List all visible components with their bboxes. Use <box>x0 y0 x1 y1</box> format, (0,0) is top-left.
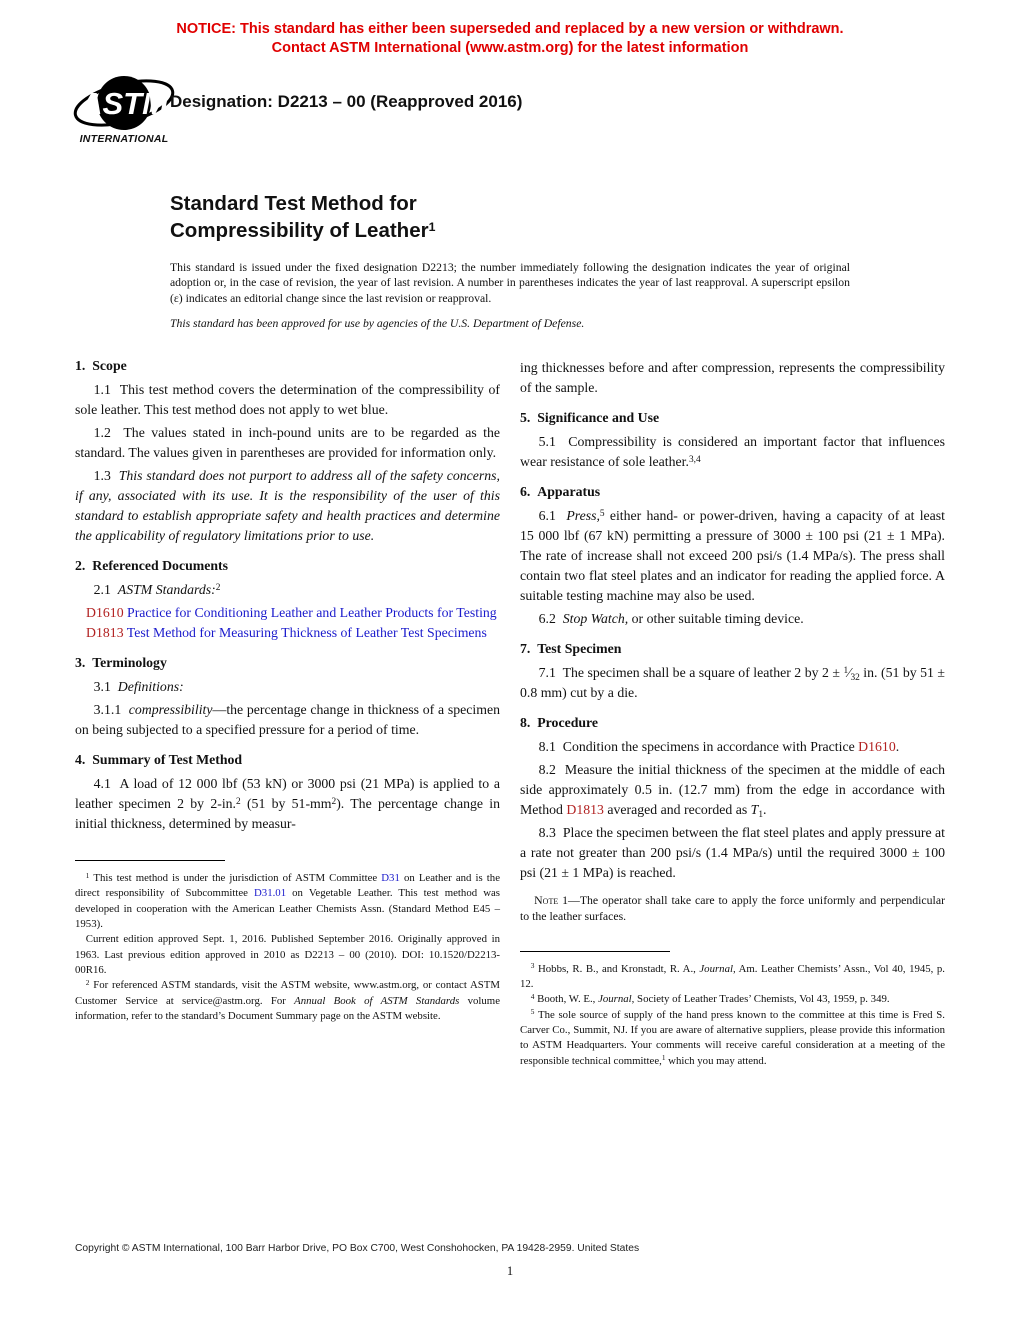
section-heading-significance: 5. Significance and Use <box>520 410 660 426</box>
text-segment: Hobbs, R. B., and Kronstadt, R. A., <box>534 962 700 975</box>
section-heading-referenced-documents: 2. Referenced Documents <box>75 558 229 574</box>
text-segment: 8.1 Condition the specimens in accordance with Practice <box>538 739 859 755</box>
page-number: 1 <box>506 1264 514 1278</box>
text-segment: 2.1 <box>93 582 118 598</box>
footnote-1 <box>75 871 500 932</box>
text-segment: which you may attend. <box>665 1054 767 1067</box>
paragraph-6-1 <box>520 506 945 606</box>
paragraph-4-1 <box>75 774 500 834</box>
svg-text:ASTM: ASTM <box>80 85 168 121</box>
text-segment: compressibility <box>128 702 213 718</box>
text-segment: ing thicknesses before and after compression, represents the compressibility of the sample. <box>520 360 945 396</box>
footnote-separator <box>75 860 225 861</box>
paragraph-1-3 <box>75 466 500 546</box>
copyright-line: Copyright © ASTM International, 100 Barr Harbor Drive, PO Box C700, West Conshohocken, PA 19428-2959. United States <box>75 1243 640 1254</box>
text-segment: 1 <box>758 809 764 820</box>
text-segment: Stop Watch, <box>562 611 629 627</box>
paragraph-5-1 <box>520 432 945 472</box>
section-heading-summary: 4. Summary of Test Method <box>75 752 243 768</box>
text-segment: 7.1 The specimen shall be a square of leather 2 by 2 ± <box>538 665 844 681</box>
notice-line-2: Contact ASTM International (www.astm.org) for the latest information <box>271 39 749 56</box>
text-segment: ⁄ <box>848 665 851 681</box>
text-segment: on Vegetable Leather. This test method was developed in cooperation with the American Leather Chemists Assn. (Standard Method E45 – 1953). <box>75 887 500 931</box>
link-Practice for Conditioning Leather and Leather Products for Testing[interactable]: Practice for Conditioning Leather and Leather Products for Testing <box>123 605 497 621</box>
text-segment: The sole source of supply of the hand press known to the committee at this time is Fred S. Carver Co., Summit, NJ. If you are aware of alternative suppliers, please provide this information to ASTM Headquarters. Your comments will receive careful consideration at a meeting of the responsible technical committee, <box>520 1008 945 1067</box>
text-segment: 6.2 <box>538 611 563 627</box>
footnote-2 <box>75 978 500 1024</box>
text-segment: 3.1 <box>93 679 118 695</box>
paragraph-1-1 <box>75 380 500 420</box>
section-heading-terminology: 3. Terminology <box>75 655 167 671</box>
text-segment: 5 <box>530 1007 535 1017</box>
page-body <box>0 74 1020 1069</box>
text-segment: 8.3 Place the specimen between the flat steel plates and apply pressure at a rate not greater than 200 psi/s (1.4 MPa/s) until the required 3000 ± 100 psi (21 ± 1 MPa) is reached. <box>520 825 945 881</box>
text-segment: either hand- or power-driven, having a capacity of at least 15 000 lbf (67 kN) permitting a pressure of 3000 ± 100 psi (21 ± 1 MPa). The rate of increase shall not exceed 200 psi/s (1.4 MPa/s). The press shall contain two flat steel plates and an indicator for reading the applied force. A suitable testing machine may also be used. <box>520 508 945 604</box>
link-D1813[interactable]: D1813 <box>86 625 124 641</box>
designation: Designation: D2213 – 00 (Reapproved 2016) <box>170 91 523 111</box>
text-segment: 2 <box>215 582 221 593</box>
superseded-notice <box>0 0 1020 58</box>
paragraph-7-1 <box>520 663 945 703</box>
text-segment: 4 <box>530 991 535 1001</box>
paragraph-1-2 <box>75 423 500 463</box>
text-segment: T <box>750 802 759 818</box>
text-segment: For referenced ASTM standards, visit the ASTM website, www.astm.org, or contact ASTM Customer Service at service@astm.org. For <box>75 979 500 1007</box>
text-segment: in. (51 by 51 ± 0.8 mm) cut by a die. <box>520 665 945 701</box>
note-1 <box>520 892 945 925</box>
text-segment: 2 <box>331 796 337 807</box>
preamble <box>170 260 850 332</box>
paragraph-8-3 <box>520 823 945 883</box>
paragraph-2-1 <box>75 580 500 600</box>
text-segment: 3 <box>530 961 535 971</box>
text-segment: This standard does not purport to address all of the safety concerns, if any, associated with its use. It is the responsibility of the user of this standard to establish appropriate safety and health practices and determine the applicability of regulatory limitations prior to use. <box>75 468 500 544</box>
reference-d1813 <box>75 623 500 643</box>
text-segment: on Leather and is the direct responsibility of Subcommittee <box>75 872 500 900</box>
preamble-issued: This standard is issued under the fixed designation D2213; the number immediately following the designation indicates the year of original adoption or, in the case of revision, the year of last revision. A number in parentheses indicates the year of last reapproval. A superscript epsilon (ε) indicates an editorial change since the last revision or reapproval. <box>170 260 850 305</box>
paragraph-4-1-continued <box>520 358 945 398</box>
reference-d1610 <box>75 603 500 623</box>
astm-logo <box>71 74 177 145</box>
text-segment: Annual Book of ASTM Standards <box>294 994 460 1007</box>
link-Test Method for Measuring Thickness of Leather Test Specimens[interactable]: Test Method for Measuring Thickness of Leather Test Specimens <box>123 625 487 641</box>
text-segment: 4.1 A load of 12 000 lbf (53 kN) or 3000 psi (21 MPa) is applied to a leather specimen 2 by 2-in. <box>75 776 500 812</box>
body-right-column <box>520 358 945 1069</box>
section-heading-scope: 1. Scope <box>75 358 127 374</box>
text-segment: 1.1 This test method covers the determination of the compressibility of sole leather. This test method does not apply to wet blue. <box>75 382 500 418</box>
two-column-body <box>75 358 945 1069</box>
paragraph-3-1-1 <box>75 700 500 740</box>
text-segment: Journal, <box>699 962 736 975</box>
title-line-1: Standard Test Method for <box>170 191 417 215</box>
link-D1610[interactable]: D1610 <box>86 605 124 621</box>
text-segment: 8.2 Measure the initial thickness of the specimen at the middle of each side approximately 0.5 in. (12.7 mm) from the edge in accordance with Method <box>520 762 945 818</box>
text-segment: 1 <box>843 665 849 676</box>
text-segment: 1.2 The values stated in inch-pound units are to be regarded as the standard. The values given in parentheses are provided for information only. <box>75 425 500 461</box>
text-segment: 2 <box>85 978 90 988</box>
text-segment: 1 <box>85 870 90 880</box>
astm-globe-icon <box>72 74 176 136</box>
title-line-2 <box>170 217 945 244</box>
text-segment: ASTM Standards: <box>117 582 216 598</box>
link-D1813[interactable]: D1813 <box>566 802 604 818</box>
text-segment: Current edition approved Sept. 1, 2016. Published September 2016. Originally approved in 1963. Last previous edition approved in 2010 as D2213 – 00 (2010). DOI: 10.1520/D2213-00R16. <box>75 933 500 976</box>
paragraph-8-2 <box>520 760 945 820</box>
text-segment: 5.1 Compressibility is considered an important factor that influences wear resistance of sole leather. <box>520 434 945 470</box>
text-segment: Am. Leather Chemists’ Assn., Vol 40, 1945, p. 12. <box>520 962 945 990</box>
text-segment: Compressibility of Leather <box>170 218 429 242</box>
section-heading-apparatus: 6. Apparatus <box>520 484 601 500</box>
text-segment: . <box>763 802 767 818</box>
astm-logo-caption: INTERNATIONAL <box>79 132 169 145</box>
preamble-dod-approval: This standard has been approved for use by agencies of the U.S. Department of Defense. <box>170 317 585 331</box>
link-D31[interactable]: D31 <box>381 872 400 885</box>
link-D31.01[interactable]: D31.01 <box>254 887 287 900</box>
paragraph-6-2 <box>520 609 945 629</box>
footnote-5 <box>520 1008 945 1069</box>
text-segment: 5 <box>599 508 605 519</box>
text-segment: . <box>895 739 900 755</box>
text-segment: volume information, refer to the standard’s Document Summary page on the ASTM website. <box>75 994 500 1022</box>
link-D1610[interactable]: D1610 <box>858 739 896 755</box>
text-segment: 1.3 <box>93 468 119 484</box>
text-segment: 1 <box>428 219 436 234</box>
footnote-1-edition <box>75 932 500 978</box>
footnote-4 <box>520 992 945 1007</box>
text-segment: 3.1.1 <box>93 702 129 718</box>
text-segment: —the percentage change in thickness of a specimen on being subjected to a specified pressure for a period of time. <box>75 702 500 738</box>
text-segment: Society of Leather Trades’ Chemists, Vol 43, 1959, p. 349. <box>634 993 890 1006</box>
text-segment: 1 <box>661 1053 666 1063</box>
footnote-separator <box>520 951 670 952</box>
text-segment: 32 <box>850 672 860 683</box>
text-segment: ). The percentage change in initial thickness, determined by measur- <box>75 796 500 832</box>
text-segment: 3,4 <box>688 454 701 465</box>
text-segment: Booth, W. E., <box>534 993 599 1006</box>
section-heading-test-specimen: 7. Test Specimen <box>520 641 622 657</box>
document-header <box>75 74 945 160</box>
text-segment: 6.1 <box>538 508 567 524</box>
paragraph-3-1 <box>75 677 500 697</box>
text-segment: or other suitable timing device. <box>628 611 804 627</box>
notice-line-1: NOTICE: This standard has either been superseded and replaced by a new version or withdrawn. <box>176 21 844 37</box>
footnote-3 <box>520 962 945 993</box>
text-segment: 2 <box>236 796 241 807</box>
section-heading-procedure: 8. Procedure <box>520 715 599 731</box>
text-segment: Journal, <box>598 993 635 1006</box>
text-segment: Press, <box>566 508 600 524</box>
document-title <box>170 190 945 244</box>
text-segment: The operator shall take care to apply the force uniformly and perpendicular to the leather surfaces. <box>520 893 945 924</box>
text-segment: averaged and recorded as <box>603 802 751 818</box>
text-segment: This test method is under the jurisdiction of ASTM Committee <box>89 872 382 885</box>
body-left-column <box>75 358 500 1069</box>
paragraph-8-1 <box>520 737 945 757</box>
text-segment: (51 by 51-mm <box>240 796 332 812</box>
text-segment: Definitions: <box>117 679 184 695</box>
text-segment: Note 1— <box>534 893 580 908</box>
